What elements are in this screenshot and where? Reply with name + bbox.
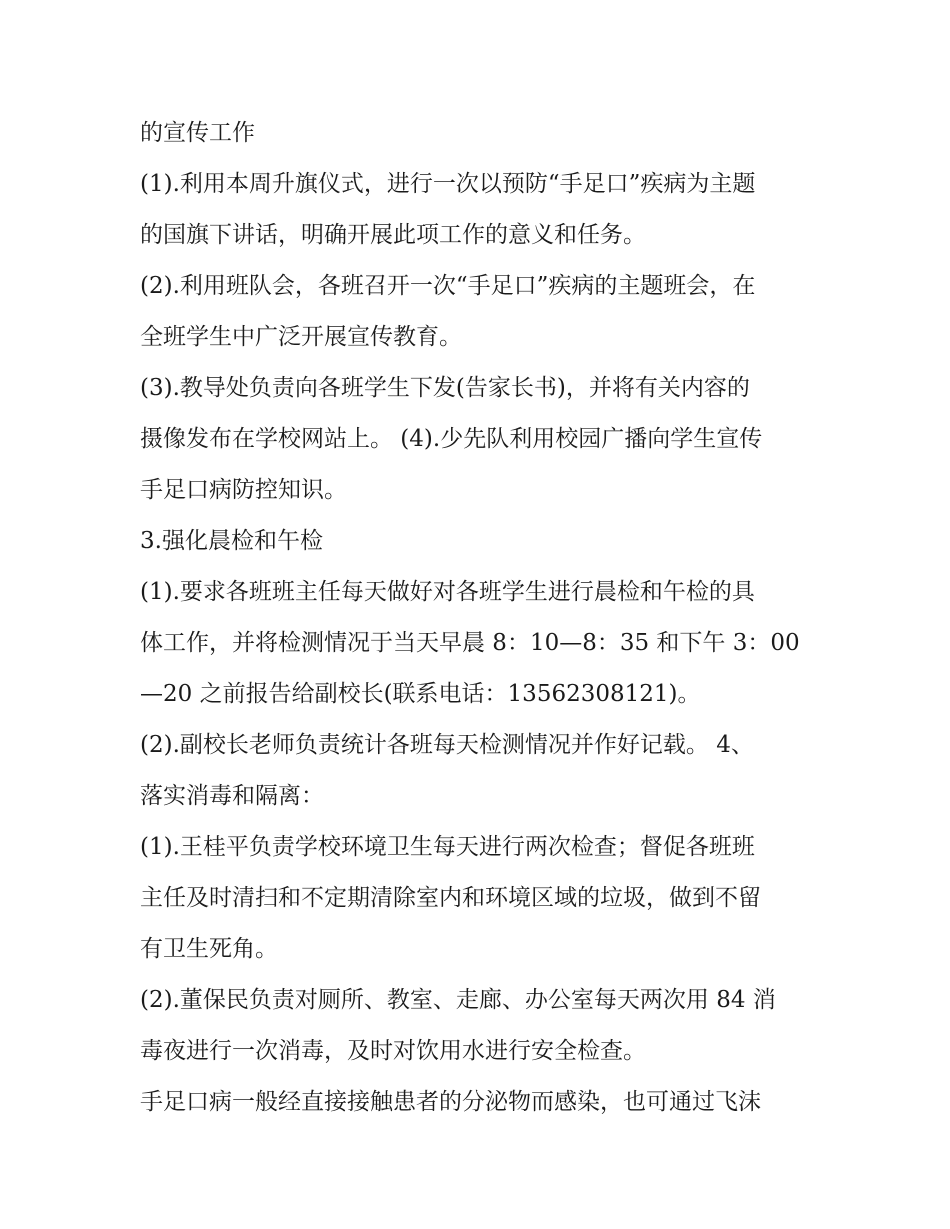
text-line: 毒夜进行一次消毒，及时对饮用水进行安全检查。: [140, 1038, 646, 1064]
text-line: 摄像发布在学校网站上。 (4).少先队利用校园广播向学生宣传: [140, 426, 763, 452]
text-line: (2).利用班队会，各班召开一次“手足口”疾病的主题班会，在: [140, 273, 756, 299]
text-line: 的国旗下讲话，明确开展此项工作的意义和任务。: [140, 222, 646, 248]
text-line: (3).教导处负责向各班学生下发(告家长书)，并将有关内容的: [140, 375, 750, 401]
text-line: (1).王桂平负责学校环境卫生每天进行两次检查；督促各班班: [140, 834, 755, 860]
section-heading: 3.强化晨检和午检: [140, 528, 323, 554]
text-line: 手足口病防控知识。: [140, 477, 347, 503]
text-line: 全班学生中广泛开展宣传教育。: [140, 324, 462, 350]
text-line: (1).要求各班班主任每天做好对各班学生进行晨检和午检的具: [140, 579, 755, 605]
text-line: (2).副校长老师负责统计各班每天检测情况并作好记载。 4、: [140, 732, 754, 758]
text-line: 体工作，并将检测情况于当天早晨 8：10—8：35 和下午 3：00: [140, 630, 800, 656]
document-body: [140, 108, 820, 1128]
text-line: 落实消毒和隔离：: [140, 783, 324, 809]
text-line: 有卫生死角。: [140, 936, 278, 962]
text-line: 的宣传工作: [140, 120, 255, 146]
text-line: 主任及时清扫和不定期清除室内和环境区域的垃圾，做到不留: [140, 885, 761, 911]
text-line: (1).利用本周升旗仪式，进行一次以预防“手足口”疾病为主题: [140, 171, 756, 197]
text-line: 手足口病一般经直接接触患者的分泌物而感染，也可通过飞沫: [140, 1089, 761, 1115]
text-line: (2).董保民负责对厕所、教室、走廊、办公室每天两次用 84 消: [140, 987, 776, 1013]
text-line: —20 之前报告给副校长(联系电话：13562308121)。: [140, 681, 701, 707]
